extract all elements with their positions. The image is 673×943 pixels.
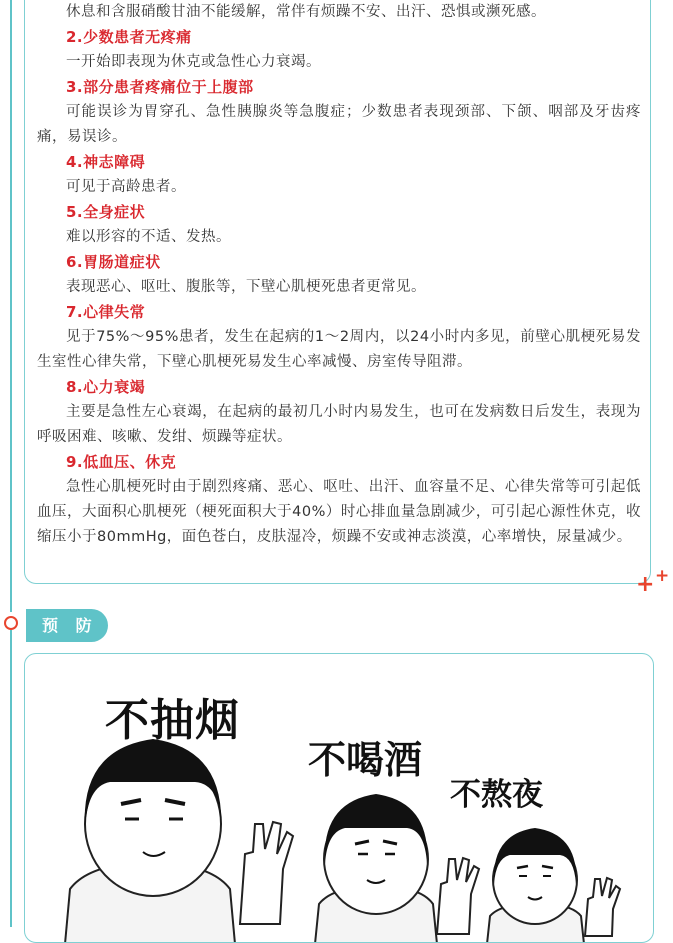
timeline-line-bottom — [10, 630, 12, 927]
symptom-heading: 8.心力衰竭 — [66, 378, 146, 396]
prevention-image-card — [24, 653, 654, 943]
symptom-heading: 5.全身症状 — [66, 203, 146, 221]
meme-caption-no-drinking: 不喝酒 — [308, 738, 423, 782]
symptom-heading: 9.低血压、休克 — [66, 453, 177, 471]
section-marker-icon — [4, 616, 18, 630]
plus-decoration-icon: + — [636, 572, 655, 597]
timeline-line-top — [10, 0, 12, 612]
meme-caption-no-staying-up: 不熬夜 — [450, 777, 543, 813]
meme-character-left — [65, 739, 293, 943]
symptom-paragraph: 可见于高龄患者。 — [66, 179, 186, 195]
symptom-paragraph: 急性心肌梗死时由于剧烈疼痛、恶心、呕吐、出汗、血容量不足、心律失常等可引起低血压，大面积心肌梗死（梗死面积大于40%）时心排血量急剧减少，可引起心源性休克，收缩压小于80mmHg，面色苍白，皮肤湿冷，烦躁不安或神志淡漠，心率增快，尿量减少。 — [37, 479, 641, 545]
symptom-heading: 6.胃肠道症状 — [66, 253, 161, 271]
symptom-paragraph: 难以形容的不适、发热。 — [66, 229, 231, 245]
symptom-paragraph: 见于75%～95%患者，发生在起病的1～2周内，以24小时内多见，前壁心肌梗死易发生室性心律失常，下壁心肌梗死易发生心率减慢、房室传导阻滞。 — [37, 329, 641, 370]
symptom-paragraph: 休息和含服硝酸甘油不能缓解，常伴有烦躁不安、出汗、恐惧或濒死感。 — [66, 4, 546, 20]
meme-caption-no-smoking: 不抽烟 — [105, 695, 240, 746]
symptom-heading: 2.少数患者无疼痛 — [66, 28, 192, 46]
symptom-paragraph: 可能误诊为胃穿孔、急性胰腺炎等急腹症；少数患者表现颈部、下颌、咽部及牙齿疼痛，易误诊。 — [37, 104, 641, 145]
symptom-paragraph: 一开始即表现为休克或急性心力衰竭。 — [66, 54, 321, 70]
symptom-heading: 4.神志障碍 — [66, 153, 146, 171]
meme-character-middle — [315, 794, 479, 943]
symptom-paragraph: 主要是急性左心衰竭，在起病的最初几小时内易发生，也可在发病数日后发生，表现为呼吸困难、咳嗽、发绀、烦躁等症状。 — [37, 404, 641, 445]
symptom-paragraph: 表现恶心、呕吐、腹胀等，下壁心肌梗死患者更常见。 — [66, 279, 426, 295]
symptom-heading: 3.部分患者疼痛位于上腹部 — [66, 78, 254, 96]
symptoms-content — [37, 0, 641, 550]
meme-character-right — [487, 828, 620, 943]
prevention-section-label: 预 防 — [26, 609, 108, 642]
symptom-heading: 7.心律失常 — [66, 303, 146, 321]
plus-decoration-small-icon: + — [655, 566, 670, 586]
